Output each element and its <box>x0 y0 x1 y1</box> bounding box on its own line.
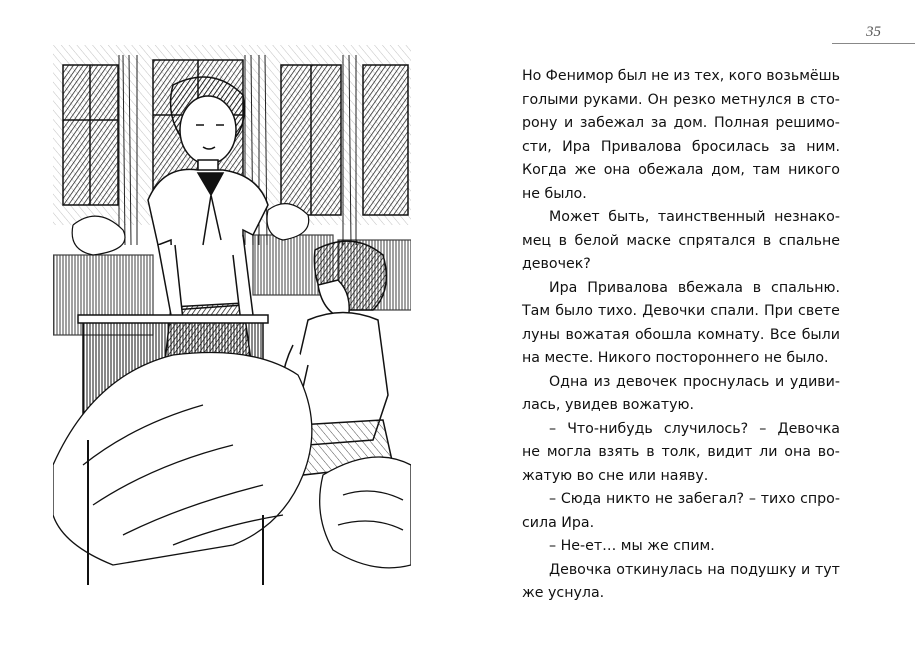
text-line: девочек? <box>522 256 591 272</box>
text-line: – Сюда никто не забегал? – тихо спро- <box>549 491 840 507</box>
text-line: Девочка откинулась на подушку и тут <box>549 561 840 578</box>
text-line: рону и забежал за дом. Полная решимо- <box>522 115 840 131</box>
text-line: же уснула. <box>522 585 605 601</box>
text-line: сти, Ира Привалова бросилась за ним. <box>522 138 840 155</box>
text-line: Ира Привалова вбежала в спальню. <box>549 279 840 296</box>
text-line: не было. <box>522 185 587 202</box>
text-line: не могла взять в толк, видит ли она во- <box>522 444 840 460</box>
text-line: Но Фенимор был не из тех, кого возьмёшь <box>522 68 840 84</box>
text-line: Когда же она обежала дом, там никого <box>522 162 840 178</box>
text-line: Может быть, таинственный незнако- <box>549 209 840 225</box>
page-number: 35 <box>866 24 881 40</box>
text-line: жатую во сне или наяву. <box>522 467 709 484</box>
text-line: Там было тихо. Девочки спали. При свете <box>522 303 840 319</box>
text-line: – Что-нибудь случилось? – Девочка <box>549 420 840 437</box>
text-line: Одна из девочек проснулась и удиви- <box>549 373 840 390</box>
text-line: голыми руками. Он резко метнулся в сто- <box>522 91 840 108</box>
text-line: лась, увидев вожатую. <box>522 397 694 413</box>
window-left <box>63 65 118 205</box>
text-line: на месте. Никого постороннего не было. <box>522 350 829 366</box>
text-line: луны вожатая обошла комнату. Все были <box>522 326 840 343</box>
body-text <box>522 65 840 606</box>
text-line: мец в белой маске спрятался в спальне <box>522 232 840 249</box>
text-line: – Не-ет… мы же спим. <box>549 538 715 554</box>
text-line: сила Ира. <box>522 514 595 531</box>
illustration <box>53 45 411 585</box>
header-rule <box>832 43 915 44</box>
